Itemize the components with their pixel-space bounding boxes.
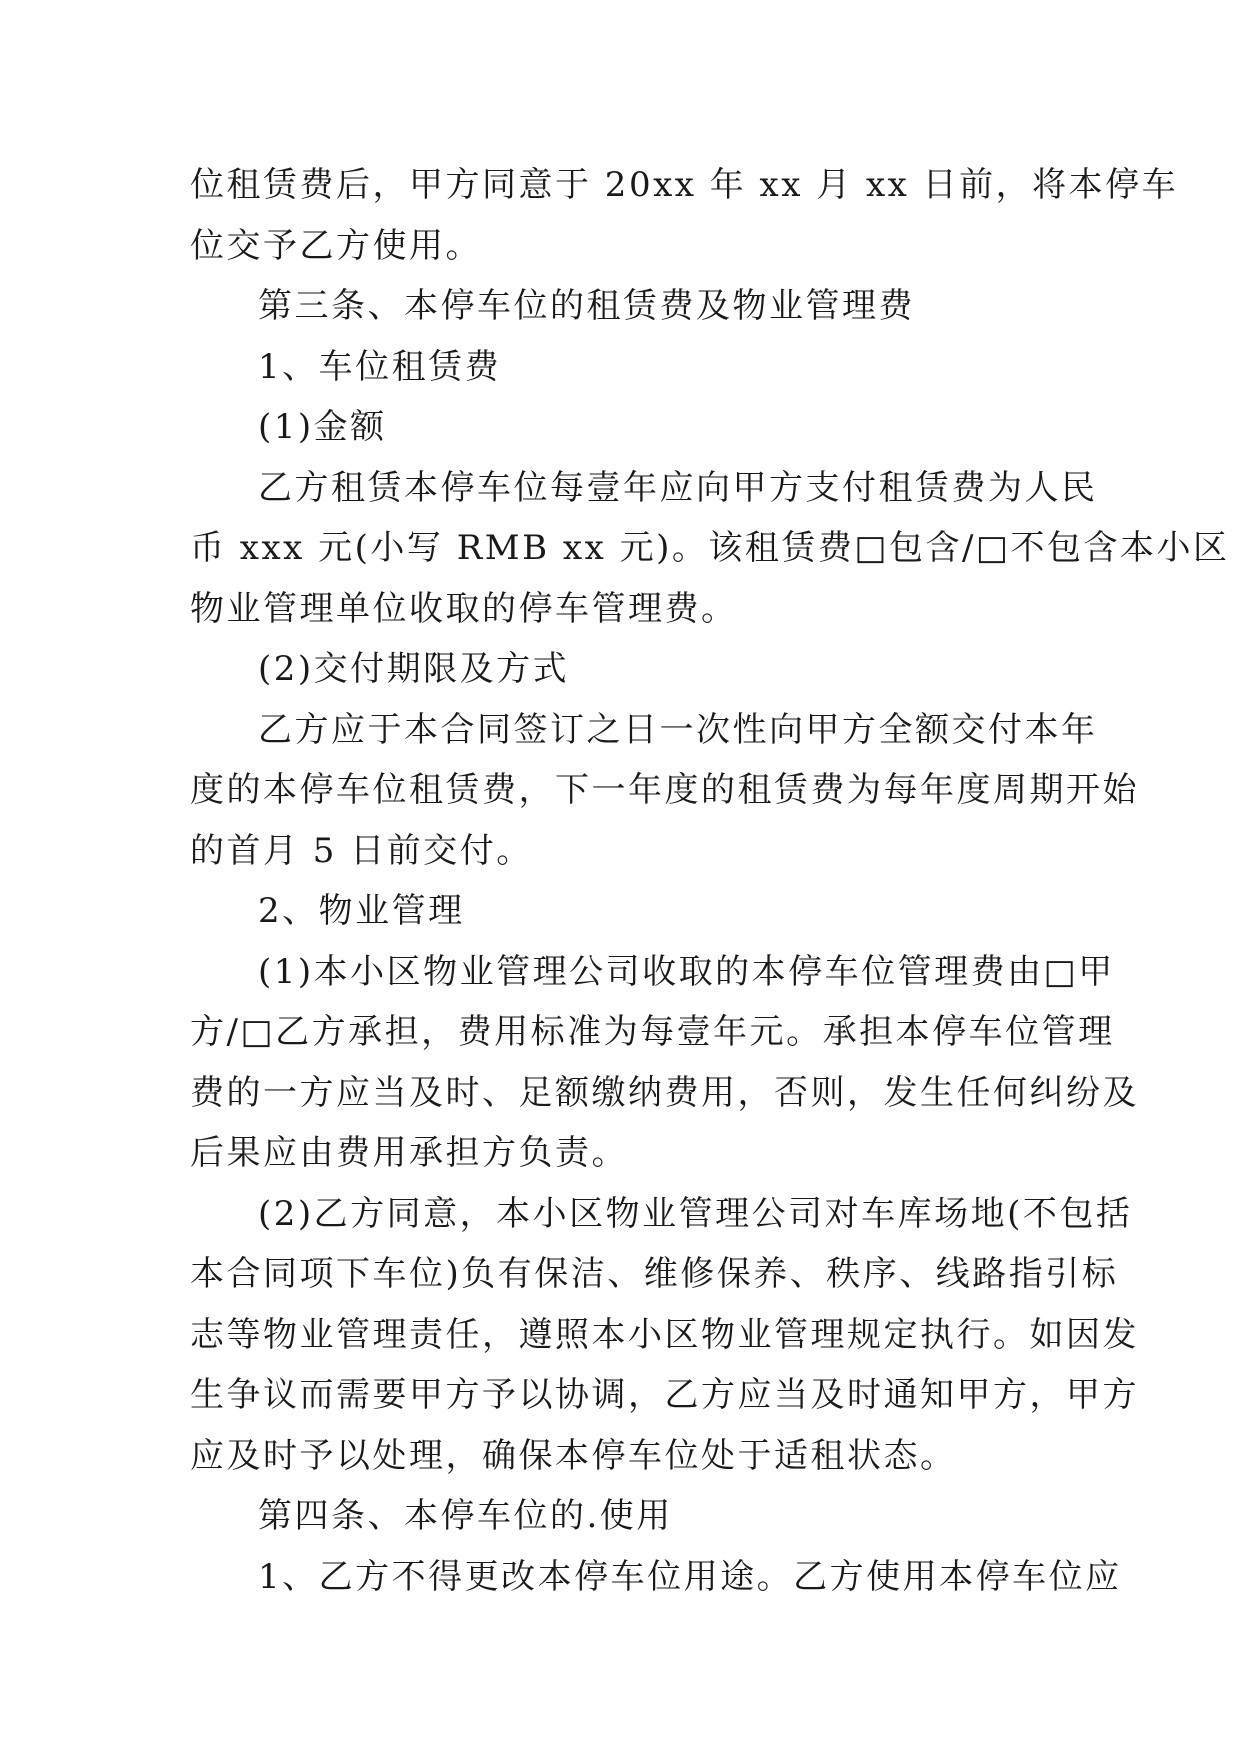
text-line: 第四条、本停车位的.使用: [258, 1496, 673, 1536]
text-line: 2、物业管理: [258, 891, 465, 931]
text-line: 方/□乙方承担，费用标准为每壹年元。承担本停车位管理: [190, 1012, 1115, 1052]
text-line: (1)金额: [258, 407, 387, 447]
text-line: 第三条、本停车位的租赁费及物业管理费: [258, 286, 915, 326]
text-line: 的首月 5 日前交付。: [190, 830, 533, 871]
text-line: 应及时予以处理，确保本停车位处于适租状态。: [190, 1435, 957, 1476]
document-page: [190, 155, 1230, 1607]
text-line: (2)乙方同意，本小区物业管理公司对车库场地(不包括: [258, 1193, 1133, 1234]
document-body: [190, 155, 1230, 1607]
text-line: 志等物业管理责任，遵照本小区物业管理规定执行。如因发: [190, 1314, 1139, 1355]
text-line: 币 xxx 元(小写 RMB xx 元)。该租赁费□包含/□不包含本小区: [190, 528, 1230, 568]
text-line: 乙方租赁本停车位每壹年应向甲方支付租赁费为人民: [258, 467, 1098, 508]
text-line: 物业管理单位收取的停车管理费。: [190, 588, 738, 629]
text-line: 后果应由费用承担方负责。: [190, 1133, 628, 1173]
text-line: (1)本小区物业管理公司收取的本停车位管理费由□甲: [258, 951, 1115, 992]
text-line: 度的本停车位租赁费，下一年度的租赁费为每年度周期开始: [190, 770, 1139, 810]
text-line: (2)交付期限及方式: [258, 649, 570, 689]
text-line: 位租赁费后，甲方同意于 20xx 年 xx 月 xx 日前，将本停车: [190, 165, 1179, 205]
text-line: 位交予乙方使用。: [190, 225, 482, 266]
text-line: 生争议而需要甲方予以协调，乙方应当及时通知甲方，甲方: [190, 1375, 1139, 1415]
text-line: 本合同项下车位)负有保洁、维修保养、秩序、线路指引标: [190, 1254, 1119, 1294]
text-line: 乙方应于本合同签订之日一次性向甲方全额交付本年: [258, 709, 1098, 750]
text-line: 费的一方应当及时、足额缴纳费用，否则，发生任何纠纷及: [190, 1072, 1139, 1113]
text-line: 1、车位租赁费: [258, 346, 502, 387]
text-line: 1、乙方不得更改本停车位用途。乙方使用本停车位应: [258, 1556, 1122, 1597]
